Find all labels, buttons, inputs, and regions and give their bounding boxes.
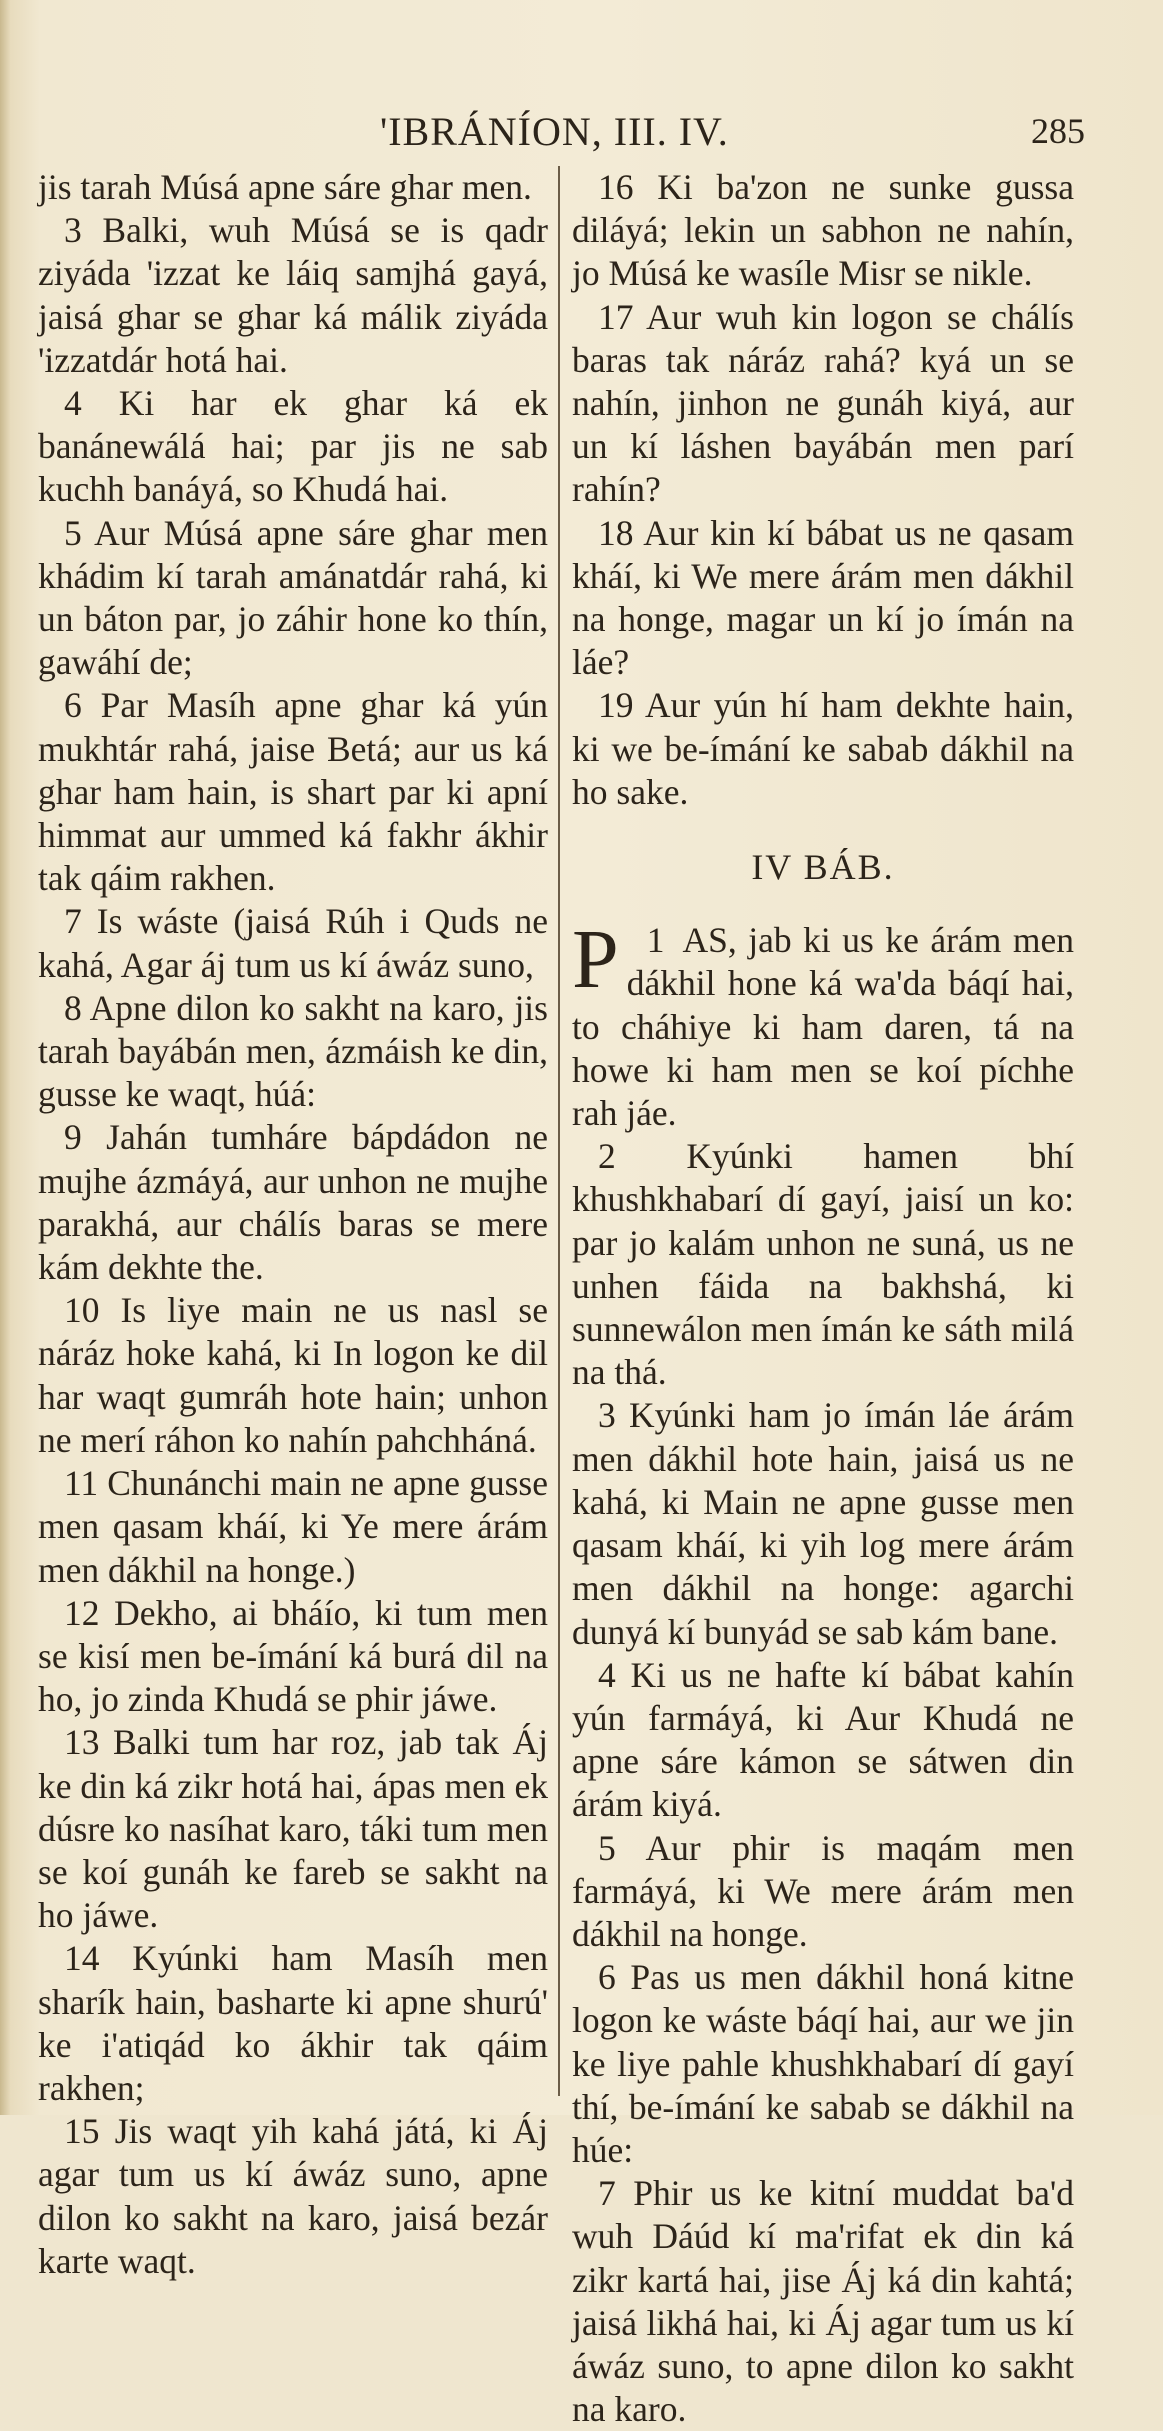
verse: 8 Apne dilon ko sakht na karo, jis tarah bayábán men, ázmáish ke din, gusse ke waqt, húá: [38, 987, 548, 1115]
verse: 17 Aur wuh kin logon se chálís baras tak náráz rahá? kyá un se nahín, jinhon ne gunáh kiyá, aur un kí láshen bayábán men parí rahín? [572, 296, 1074, 510]
verse: 7 Is wáste (jaisá Rúh i Quds ne kahá, Agar áj tum us kí áwáz suno, [38, 901, 548, 985]
verse: 10 Is liye main ne us nasl se náráz hoke kahá, ki In logon ke dil har waqt gumráh hote hain; unhon ne merí ráhon ko nahín pahchháná. [38, 1290, 548, 1460]
verse: 4 Ki har ek ghar ká ek banánewálá hai; par jis ne sab kuchh banáyá, so Khudá hai. [38, 383, 548, 510]
verse: 3 Balki, wuh Músá se is qadr ziyáda 'izzat ke láiq samjhá gayá, jaisá ghar se ghar ká málik ziyáda 'izzatdár hotá hai. [38, 210, 548, 380]
verse: 19 Aur yún hí ham dekhte hain, ki we be-ímání ke sabab dákhil na ho sake. [572, 685, 1074, 812]
left-column [38, 166, 548, 2283]
verse: 3 Kyúnki ham jo ímán láe árám men dákhil hote hain, jaisá us ne kahá, ki Main ne apne gusse men qasam kháí, ki yih log mere árám men dákhil na honge: agarchi dunyá kí bunyád se sab kám bane. [572, 1395, 1074, 1652]
verse: 15 Jis waqt yih kahá játá, ki Áj agar tum us kí áwáz suno, apne dilon ko sakht na karo, jaisá bezár karte waqt. [38, 2111, 548, 2281]
verse: 12 Dekho, ai bháío, ki tum men se kisí men be-ímání ká burá dil na ho, jo zinda Khudá se phir jáwe. [38, 1592, 548, 1720]
running-title: 'IBRÁNÍON, III. IV. [380, 109, 729, 154]
verse: 13 Balki tum har roz, jab tak Áj ke din ká zikr hotá hai, ápas men ek dúsre ko nasíhat karo, táki tum men se koí gunáh ke fareb se sakht na ho jáwe. [38, 1722, 548, 1936]
verse: 11 Chunánchi main ne apne gusse men qasam kháí, ki Ye mere árám men dákhil na honge.) [38, 1463, 548, 1590]
page-header [0, 108, 1163, 158]
chapter-heading: IV BÁB. [751, 847, 895, 888]
verse: jis tarah Músá apne sáre ghar men. [38, 167, 532, 207]
page-binding-edge [0, 0, 10, 2115]
verse: 6 Par Masíh apne ghar ká yún mukhtár rahá, jaise Betá; aur us ká ghar ham hain, is shart par ki apní himmat aur ummed ká fakhr ákhir tak qáim rakhen. [38, 685, 548, 899]
verse: 18 Aur kin kí bábat us ne qasam kháí, ki We mere árám men dákhil na honge, magar un kí jo ímán na láe? [572, 512, 1074, 683]
verse: 16 Ki ba'zon ne sunke gussa diláyá; lekin un sabhon ne nahín, jo Músá ke wasíle Misr se nikle. [572, 167, 1074, 294]
page-number: 285 [1031, 111, 1085, 151]
verse: 9 Jahán tumháre bápdádon ne mujhe ázmáyá, aur unhon ne mujhe parakhá, aur chálís baras se mere kám dekhte the. [38, 1117, 548, 1288]
drop-cap: P [572, 913, 619, 1007]
column-divider [558, 166, 560, 2096]
verse: 5 Aur Músá apne sáre ghar men khádim kí tarah amánatdár rahá, ki un báton par, jo záhir hone ko thín, gawáhí de; [38, 512, 548, 683]
first-verse-text: AS, jab ki us ke árám men dákhil hone ká wa'da báqí hai, to cháhiye ki ham daren, tá na howe ki ham men se koí píchhe rah jáe. [572, 920, 1074, 1134]
verse: 7 Phir us ke kitní muddat ba'd wuh Dáúd kí ma'rifat ek din ká zikr kartá hai, jise Áj ká din kahtá; jaisá likhá hai, ki Áj agar tum us kí áwáz suno, to apne dilon ko sakht na karo. [572, 2173, 1074, 2430]
verse: 4 Ki us ne hafte kí bábat kahín yún farmáyá, ki Aur Khudá ne apne sáre kámon se sátwen din árám kiyá. [572, 1654, 1074, 1825]
right-column [572, 166, 1074, 2431]
first-verse [572, 913, 1074, 1135]
verse: 14 Kyúnki ham Masíh men sharík hain, basharte ki apne shurú' ke i'atiqád ko ákhir tak qáim rakhen; [38, 1938, 548, 2108]
verse: 6 Pas us men dákhil honá kitne logon ke wáste báqí hai, aur we jin ke liye pahle khushkhabarí dí gayí thí, be-ímání ke sabab se dákhil na húe: [572, 1957, 1074, 2170]
verse: 2 Kyúnki hamen bhí khushkhabarí dí gayí, jaisí un ko: par jo kalám unhon ne suná, us ne unhen fáida na bakhshá, ki sunnewálon men ímán ke sáth milá na thá. [572, 1136, 1074, 1393]
verse-number: 1 [646, 920, 665, 961]
verse: 5 Aur phir is maqám men farmáyá, ki We mere árám men dákhil na honge. [572, 1827, 1074, 1954]
